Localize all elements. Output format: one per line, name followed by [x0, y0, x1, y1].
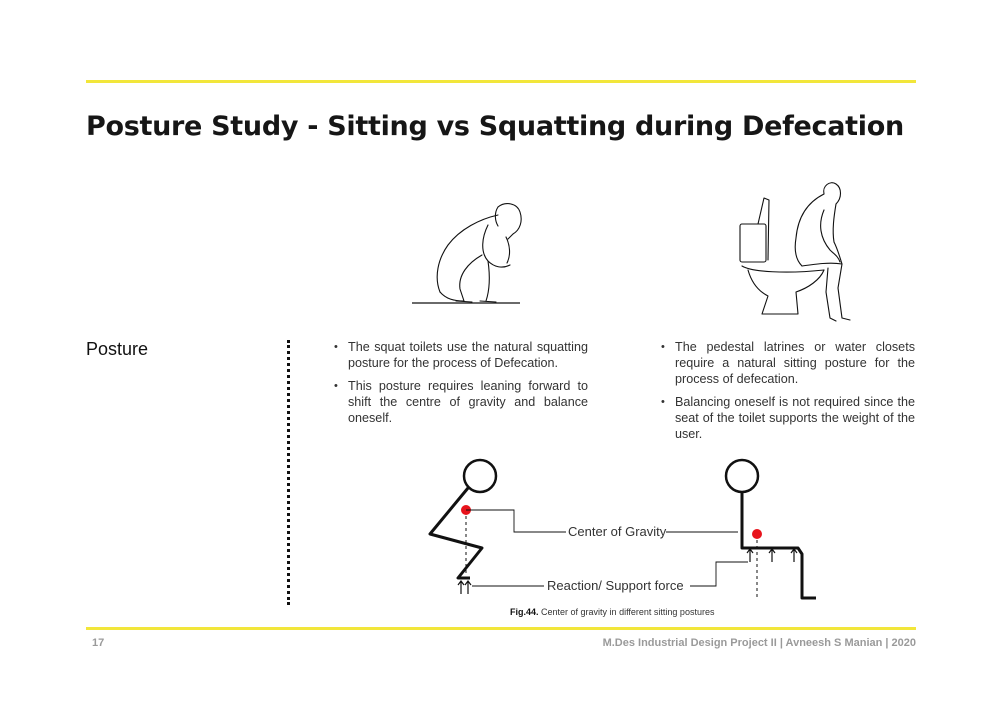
bottom-rule	[86, 627, 916, 630]
reaction-leader-right	[690, 562, 748, 586]
center-of-gravity-diagram	[410, 452, 830, 610]
squat-figure-head	[464, 460, 496, 492]
dotted-divider	[287, 340, 290, 605]
caption-text: Center of gravity in different sitting postures	[541, 607, 715, 617]
reaction-force-label: Reaction/ Support force	[547, 578, 684, 593]
footer-credits: M.Des Industrial Design Project II | Avneesh S Manian | 2020	[602, 637, 916, 649]
page-title: Posture Study - Sitting vs Squatting during Defecation	[86, 111, 904, 142]
list-item: • The squat toilets use the natural squatting posture for the process of Defecation.	[334, 339, 588, 371]
caption-label: Fig.44.	[510, 607, 539, 617]
squat-support-arrows	[458, 581, 471, 594]
page-number: 17	[92, 637, 105, 649]
squat-figure-body	[430, 488, 482, 578]
sitting-figure-illustration	[738, 180, 858, 326]
list-item: • Balancing oneself is not required since the seat of the toilet supports the weight of the user.	[661, 394, 915, 442]
top-rule	[86, 80, 916, 83]
squatting-figure-illustration	[410, 197, 530, 309]
sit-cog-dot	[752, 529, 762, 539]
list-item: • The pedestal latrines or water closets require a natural sitting posture for the process of defecation.	[661, 339, 915, 387]
sit-figure-body	[742, 492, 816, 598]
sit-support-arrows	[747, 549, 797, 562]
squatting-bullet-list	[334, 339, 588, 433]
figure-caption	[510, 607, 714, 617]
section-label-posture: Posture	[86, 339, 149, 359]
list-item: • This posture requires leaning forward to shift the centre of gravity and balance oneself.	[334, 378, 588, 426]
sitting-bullet-list	[661, 339, 915, 449]
sit-figure-head	[726, 460, 758, 492]
center-of-gravity-label: Center of Gravity	[568, 524, 667, 539]
cog-leader-left	[466, 510, 566, 532]
